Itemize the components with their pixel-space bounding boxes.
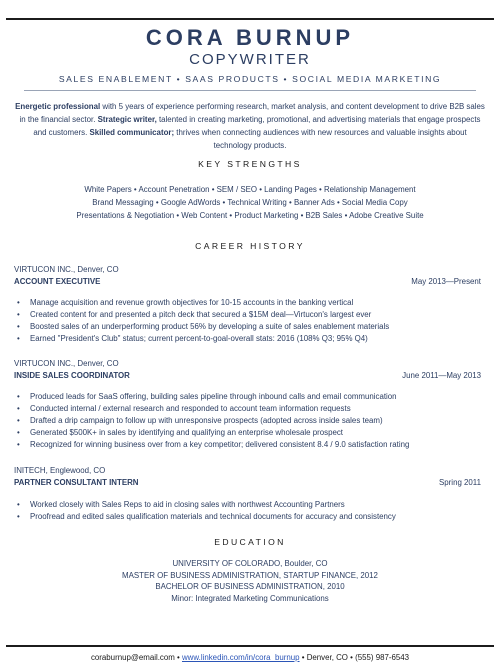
- list-item: [14, 321, 484, 333]
- contact-footer: [0, 653, 500, 662]
- footer-separator: •: [347, 653, 356, 662]
- bullet-text: Drafted a drip campaign to follow up with unresponsive prospects (adopted across inside sales team): [30, 416, 383, 425]
- email-link[interactable]: coraburnup@email.com: [90, 653, 175, 662]
- job-dates: Spring 2011: [439, 478, 481, 487]
- summary-text-1: with 5 years of experience performing research, market analysis, and content development to drive B2B sales in the financial sector.: [19, 102, 485, 124]
- bullet-icon: •: [17, 428, 20, 437]
- bullet-icon: •: [17, 404, 20, 413]
- summary-lead-1: Energetic professional: [15, 102, 101, 111]
- bullet-icon: •: [17, 416, 20, 425]
- job-role: ACCOUNT EXECUTIVE: [14, 277, 101, 286]
- specialties-line: SALES ENABLEMENT • SAAS PRODUCTS • SOCIAL MEDIA MARKETING: [58, 74, 442, 84]
- bullet-text: Recognized for winning business over from a key competitor; delivered consistent 8.4 / 9.0 satisfaction rating: [30, 440, 410, 449]
- list-item: [14, 297, 484, 309]
- job-company: VIRTUCON INC., Denver, CO: [14, 265, 119, 274]
- list-item: [14, 391, 484, 403]
- skills-line: White Papers • Account Penetration • SEM / SEO • Landing Pages • Relationship Management: [84, 185, 416, 194]
- job-role: PARTNER CONSULTANT INTERN: [14, 478, 139, 487]
- list-item: [14, 309, 484, 321]
- job-dates: May 2013—Present: [411, 277, 481, 286]
- section-heading-education: EDUCATION: [214, 537, 286, 547]
- list-item: [14, 499, 484, 511]
- list-item: [14, 403, 484, 415]
- bullet-icon: •: [17, 322, 20, 331]
- summary-text-2: talented in creating marketing, promotional, and advertising materials that engage prospects and customers.: [33, 115, 481, 137]
- bullet-icon: •: [17, 512, 20, 521]
- skills-block: [20, 183, 480, 222]
- bullet-text: Earned "President's Club" status; current percent-to-goal-overall stats: 2016 (108% Q3; 95% Q4): [30, 334, 368, 343]
- candidate-name: CORA BURNUP: [145, 25, 355, 50]
- top-rule: [6, 18, 494, 20]
- edu-school: UNIVERSITY OF COLORADO, Boulder, CO: [172, 559, 328, 568]
- job-title: COPYWRITER: [189, 51, 311, 68]
- bullet-icon: •: [17, 500, 20, 509]
- list-item: [14, 439, 484, 451]
- bullet-text: Boosted sales of an underperforming product 56% by developing a suite of sales enablement materials: [30, 322, 390, 331]
- bullet-icon: •: [17, 334, 20, 343]
- job-role: INSIDE SALES COORDINATOR: [14, 371, 130, 380]
- edu-degree: MASTER OF BUSINESS ADMINISTRATION, STARTUP FINANCE, 2012: [122, 570, 378, 580]
- list-item: [14, 415, 484, 427]
- bullet-text: Generated $500K+ in sales by identifying and qualifying an enterprise wholesale prospect: [30, 428, 343, 437]
- summary-text-3: thrives when connecting audiences with new resources and valuable insights about technology products.: [174, 128, 467, 150]
- phone-text: (555) 987-6543: [355, 653, 410, 662]
- skills-line: Presentations & Negotiation • Web Content • Product Marketing • B2B Sales • Adobe Creative Suite: [76, 211, 424, 220]
- footer-separator: •: [299, 653, 307, 662]
- bullet-icon: •: [17, 440, 20, 449]
- job-company: VIRTUCON INC., Denver, CO: [14, 359, 119, 368]
- bullet-icon: •: [17, 392, 20, 401]
- bullet-text: Created content for and presented a pitch deck that secured a $15M deal—Virtucon's largest ever: [30, 310, 372, 319]
- bullet-icon: •: [17, 310, 20, 319]
- bullet-text: Worked closely with Sales Reps to aid in closing sales with northwest Accounting Partners: [30, 500, 345, 509]
- bullet-text: Conducted internal / external research and responded to account team information requests: [30, 404, 351, 413]
- edu-minor: Minor: Integrated Marketing Communications: [171, 593, 329, 603]
- job-company: INITECH, Englewood, CO: [14, 466, 106, 475]
- bullet-text: Manage acquisition and revenue growth objectives for 10-15 accounts in the banking vertical: [30, 298, 354, 307]
- footer-separator: •: [174, 653, 182, 662]
- location-text: Denver, CO: [306, 653, 348, 662]
- edu-degree: BACHELOR OF BUSINESS ADMINISTRATION, 2010: [155, 582, 345, 591]
- section-heading-skills: KEY STRENGTHS: [198, 159, 302, 169]
- summary-lead-2: Strategic writer,: [97, 115, 157, 124]
- skills-line: Brand Messaging • Google AdWords • Technical Writing • Banner Ads • Social Media Copy: [92, 198, 408, 207]
- list-item: [14, 333, 484, 345]
- bullet-text: Produced leads for SaaS offering, building sales pipeline through inbound calls and email communication: [30, 392, 397, 401]
- job-bullets: [14, 297, 484, 345]
- summary-paragraph: [14, 100, 486, 152]
- bullet-text: Proofread and edited sales qualification materials and technical documents for accuracy and consistency: [30, 512, 396, 521]
- job-dates: June 2011—May 2013: [402, 371, 481, 380]
- header-divider: [24, 90, 476, 91]
- bottom-rule: [6, 645, 494, 647]
- list-item: [14, 427, 484, 439]
- summary-lead-3: Skilled communicator;: [89, 128, 175, 137]
- section-heading-career: CAREER HISTORY: [195, 241, 305, 251]
- job-bullets: [14, 391, 484, 451]
- list-item: [14, 511, 484, 523]
- education-block: [0, 558, 500, 604]
- job-bullets: [14, 499, 484, 523]
- linkedin-link[interactable]: www.linkedin.com/in/cora_burnup: [181, 653, 300, 662]
- bullet-icon: •: [17, 298, 20, 307]
